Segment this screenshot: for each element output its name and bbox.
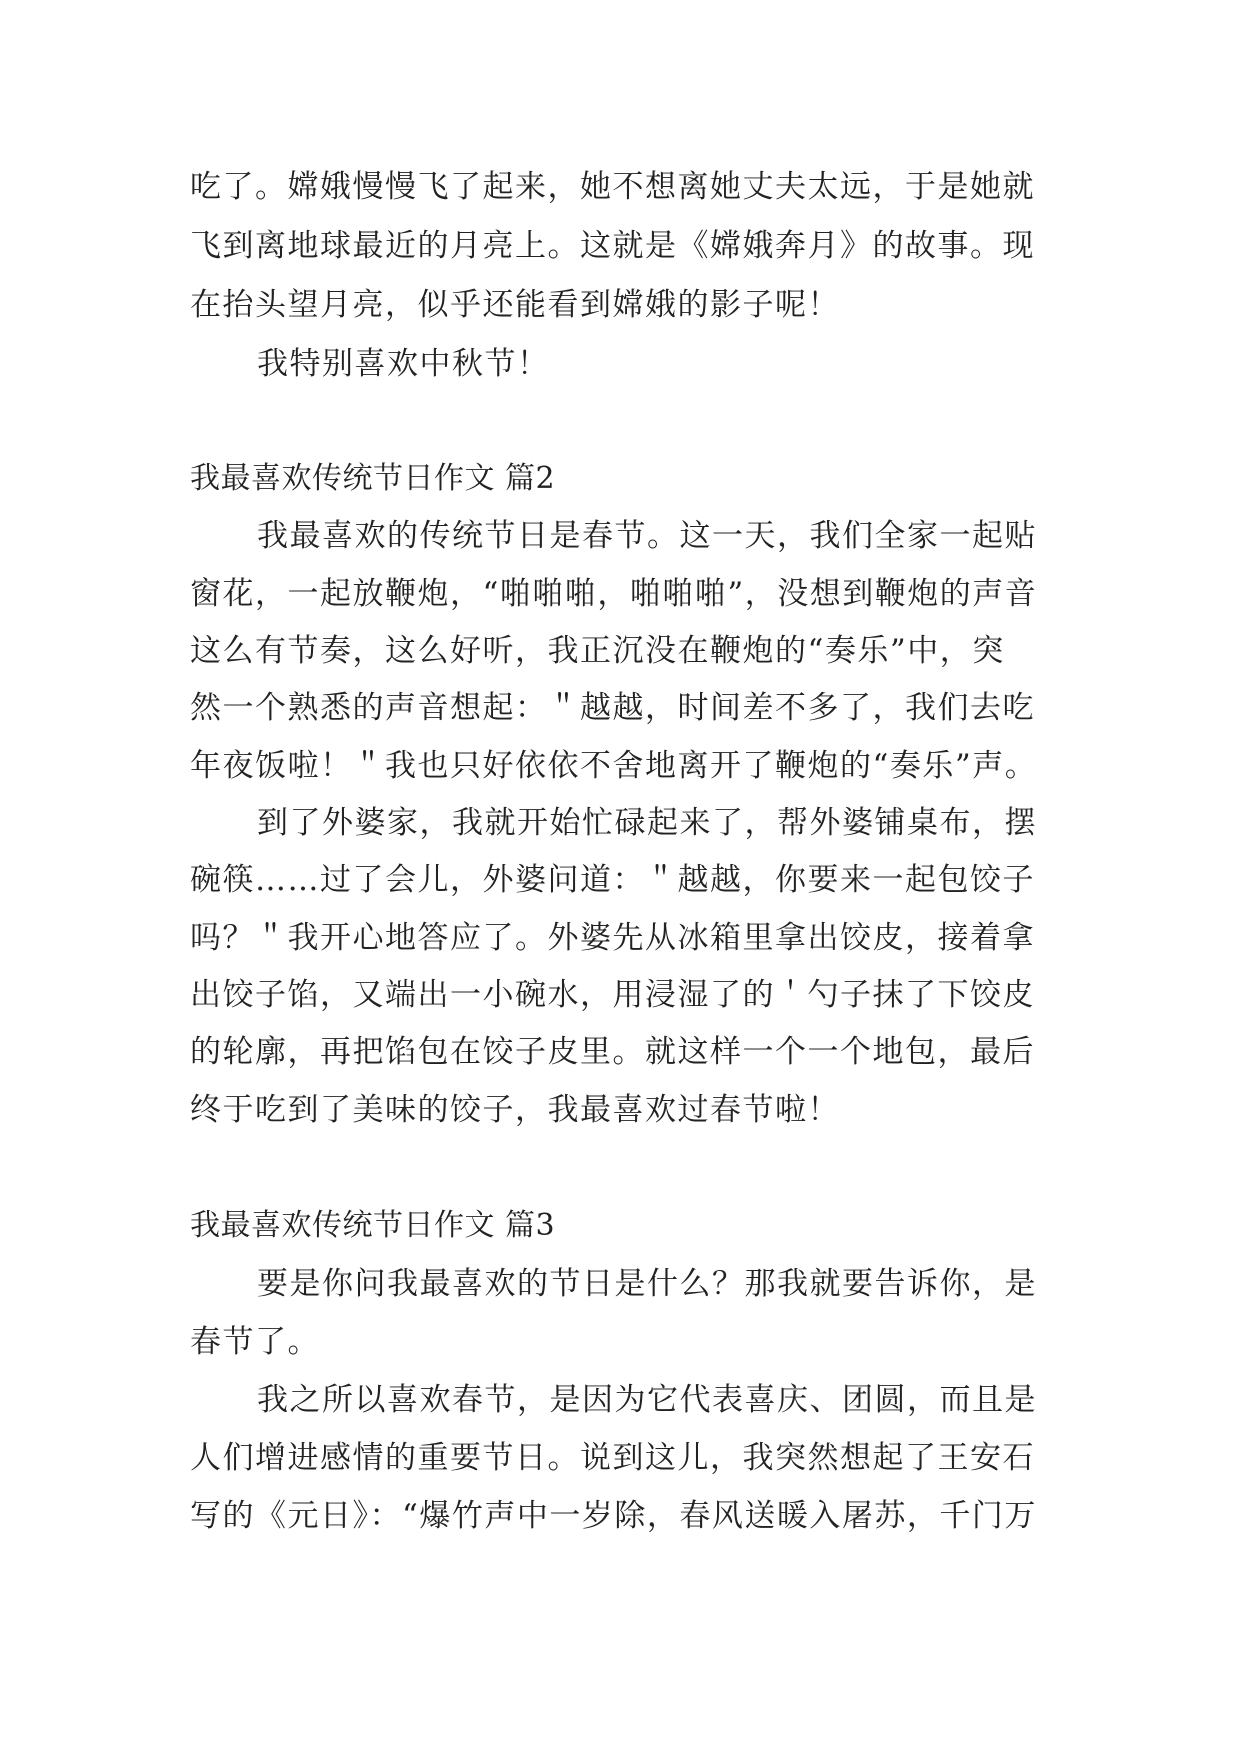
- section-heading: 我最喜欢传统节日作文 篇2: [190, 461, 556, 496]
- text-line: 写的《元日》：“爆竹声中一岁除，春风送暖入屠苏，千门万: [190, 1498, 1037, 1534]
- text-line: 终于吃到了美味的饺子，我最喜欢过春节啦！: [190, 1092, 840, 1128]
- text-line: 春节了。: [190, 1324, 320, 1360]
- text-line: 窗花，一起放鞭炮，“啪啪啪，啪啪啪”，没想到鞭炮的声音: [190, 576, 1038, 612]
- text-line: 吃了。嫦娥慢慢飞了起来，她不想离她丈夫太远，于是她就: [190, 169, 1035, 205]
- text-line: 我之所以喜欢春节，是因为它代表喜庆、团圆，而且是: [257, 1382, 1037, 1418]
- text-line: 要是你问我最喜欢的节日是什么？那我就要告诉你，是: [257, 1266, 1037, 1302]
- text-line: 年夜饭啦！＂我也只好依依不舍地离开了鞭炮的“奏乐”声。: [190, 748, 1038, 784]
- text-line: 在抬头望月亮，似乎还能看到嫦娥的影子呢！: [190, 287, 840, 323]
- text-line: 我特别喜欢中秋节！: [257, 346, 550, 382]
- text-line: 这么有节奏，这么好听，我正沉没在鞭炮的“奏乐”中，突: [190, 633, 1005, 669]
- text-line: 碗筷……过了会儿，外婆问道：＂越越，你要来一起包饺子: [190, 862, 1035, 898]
- section-heading: 我最喜欢传统节日作文 篇3: [190, 1208, 556, 1243]
- text-line: 出饺子馅，又端出一小碗水，用浸湿了的＇勺子抹了下饺皮: [190, 977, 1035, 1013]
- text-line: 飞到离地球最近的月亮上。这就是《嫦娥奔月》的故事。现: [190, 228, 1035, 264]
- text-line: 到了外婆家，我就开始忙碌起来了，帮外婆铺桌布，摆: [257, 805, 1037, 841]
- text-line: 然一个熟悉的声音想起：＂越越，时间差不多了，我们去吃: [190, 690, 1035, 726]
- text-line: 吗？＂我开心地答应了。外婆先从冰箱里拿出饺皮，接着拿: [190, 920, 1035, 956]
- text-line: 的轮廓，再把馅包在饺子皮里。就这样一个一个地包，最后: [190, 1034, 1035, 1070]
- text-line: 人们增进感情的重要节日。说到这儿，我突然想起了王安石: [190, 1440, 1035, 1476]
- text-line: 我最喜欢的传统节日是春节。这一天，我们全家一起贴: [257, 518, 1037, 554]
